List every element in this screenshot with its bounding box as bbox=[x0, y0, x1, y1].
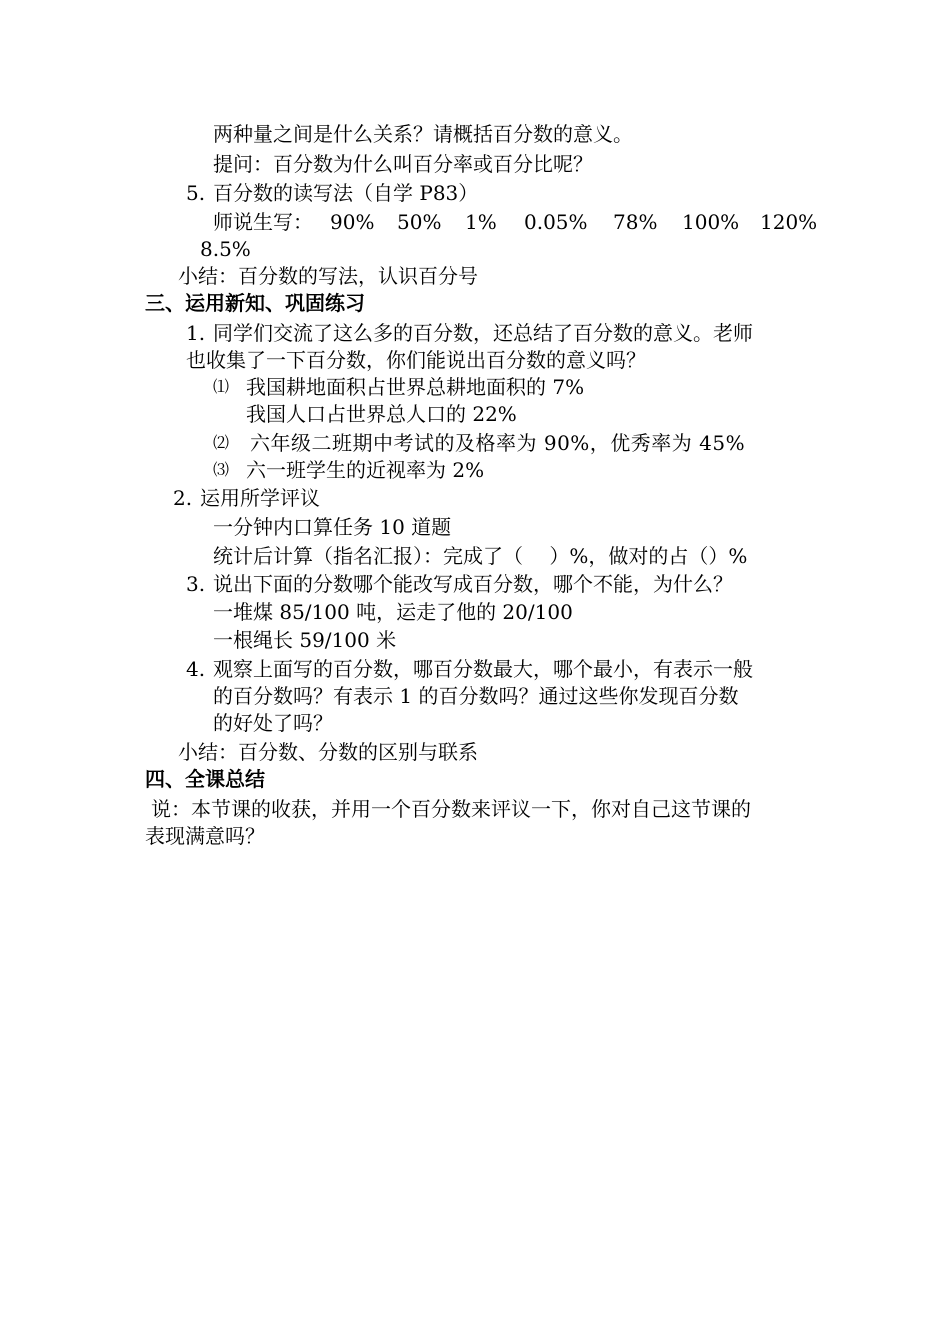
text-line: 两种量之间是什么关系？请概括百分数的意义。 bbox=[213, 122, 633, 146]
percent-value: 50% bbox=[397, 210, 442, 234]
sub-item-number: ⑴ bbox=[213, 377, 230, 396]
section-heading: 四、全课总结 bbox=[145, 767, 265, 791]
item-number: 4. bbox=[186, 657, 206, 681]
summary-line: 小结：百分数的写法，认识百分号 bbox=[178, 264, 478, 288]
text-line: 观察上面写的百分数，哪百分数最大，哪个最小，有表示一般 bbox=[213, 657, 753, 681]
percent-value: 0.05% bbox=[524, 210, 588, 234]
sub-item-number: ⑶ bbox=[213, 460, 230, 479]
text-line: 我国耕地面积占世界总耕地面积的 7% bbox=[246, 375, 585, 399]
text-line: 表现满意吗？ bbox=[145, 824, 265, 848]
item-number: 2. bbox=[173, 486, 193, 510]
text-line: 8.5% bbox=[200, 237, 251, 261]
text-line: 六年级二班期中考试的及格率为 90%，优秀率为 45% bbox=[250, 431, 746, 455]
percent-value: 120% bbox=[760, 210, 818, 234]
percent-value: 90% bbox=[330, 210, 375, 234]
text-line: 六一班学生的近视率为 2% bbox=[246, 458, 485, 482]
text-line: 百分数的读写法（自学 P83） bbox=[213, 181, 479, 205]
item-number: 5. bbox=[186, 181, 206, 205]
text-line: 我国人口占世界总人口的 22% bbox=[246, 402, 517, 426]
text-line: 说：本节课的收获，并用一个百分数来评议一下，你对自己这节课的 bbox=[151, 797, 751, 821]
text-line: 提问：百分数为什么叫百分率或百分比呢？ bbox=[213, 152, 593, 176]
item-number: 1. bbox=[186, 321, 206, 345]
percent-value: 100% bbox=[682, 210, 740, 234]
section-heading: 三、运用新知、巩固练习 bbox=[145, 291, 365, 315]
text-line: 的百分数吗？有表示 1 的百分数吗？通过这些你发现百分数 bbox=[213, 684, 739, 708]
percent-value: 1% bbox=[465, 210, 497, 234]
percent-value: 78% bbox=[613, 210, 658, 234]
text-line: 运用所学评议 bbox=[200, 486, 320, 510]
text-line: 也收集了一下百分数，你们能说出百分数的意义吗？ bbox=[186, 348, 646, 372]
text-line: 一堆煤 85/100 吨，运走了他的 20/100 bbox=[213, 600, 573, 624]
text-line: 同学们交流了这么多的百分数，还总结了百分数的意义。老师 bbox=[213, 321, 753, 345]
text-line-label: 师说生写： bbox=[213, 210, 313, 234]
text-line: 的好处了吗？ bbox=[213, 711, 333, 735]
text-line: 说出下面的分数哪个能改写成百分数，哪个不能，为什么？ bbox=[213, 572, 733, 596]
text-line: 一分钟内口算任务 10 道题 bbox=[213, 515, 452, 539]
summary-line: 小结：百分数、分数的区别与联系 bbox=[178, 740, 478, 764]
text-line: 统计后计算（指名汇报）：完成了（ ）%，做对的占（）% bbox=[213, 544, 748, 568]
item-number: 3. bbox=[186, 572, 206, 596]
sub-item-number: ⑵ bbox=[213, 433, 230, 452]
text-line: 一根绳长 59/100 米 bbox=[213, 628, 397, 652]
